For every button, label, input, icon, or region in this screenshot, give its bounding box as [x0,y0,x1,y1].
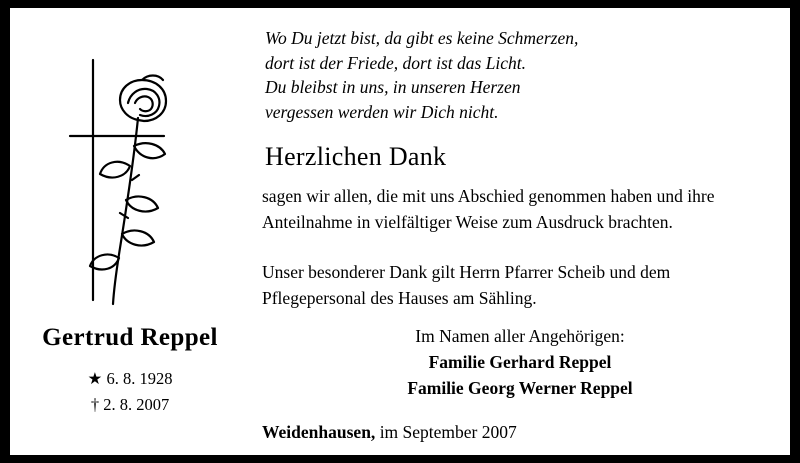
thanks-heading: Herzlichen Dank [265,142,447,171]
cross-with-rose-icon [68,48,208,318]
birth-date: ★ 6. 8. 1928 [87,369,173,388]
thanks-paragraph-1: sagen wir allen, die mit uns Abschied genommen haben und ihre Anteilnahme in vielfältiger Weise zum Ausdruck brachten. [262,186,715,232]
verse-line-4: vergessen werden wir Dich nicht. [265,101,499,122]
footer-date: im September 2007 [375,422,517,442]
obituary-card [10,8,790,455]
family-line-1: Familie Gerhard Reppel [428,352,612,372]
deceased-name: Gertrud Reppel [42,324,218,351]
death-date: † 2. 8. 2007 [90,395,170,414]
life-dates [10,366,250,418]
thanks-paragraph-2: Unser besonderer Dank gilt Herrn Pfarrer Scheib und dem Pflegepersonal des Hauses am Sähling. [262,262,671,308]
behalf-line: Im Namen aller Angehörigen: [415,326,625,346]
footer-place: Weidenhausen, [262,422,376,442]
verse-line-1: Wo Du jetzt bist, da gibt es keine Schmerzen, [265,28,579,48]
family-line-2: Familie Georg Werner Reppel [407,378,633,398]
footer-location-date [262,422,517,443]
memorial-verse [265,26,735,124]
family-signatures [250,349,790,401]
left-column [10,8,250,455]
right-column [250,8,790,455]
verse-line-2: dort ist der Friede, dort ist das Licht. [265,52,527,73]
verse-line-3: Du bleibst in uns, in unseren Herzen [265,77,521,97]
